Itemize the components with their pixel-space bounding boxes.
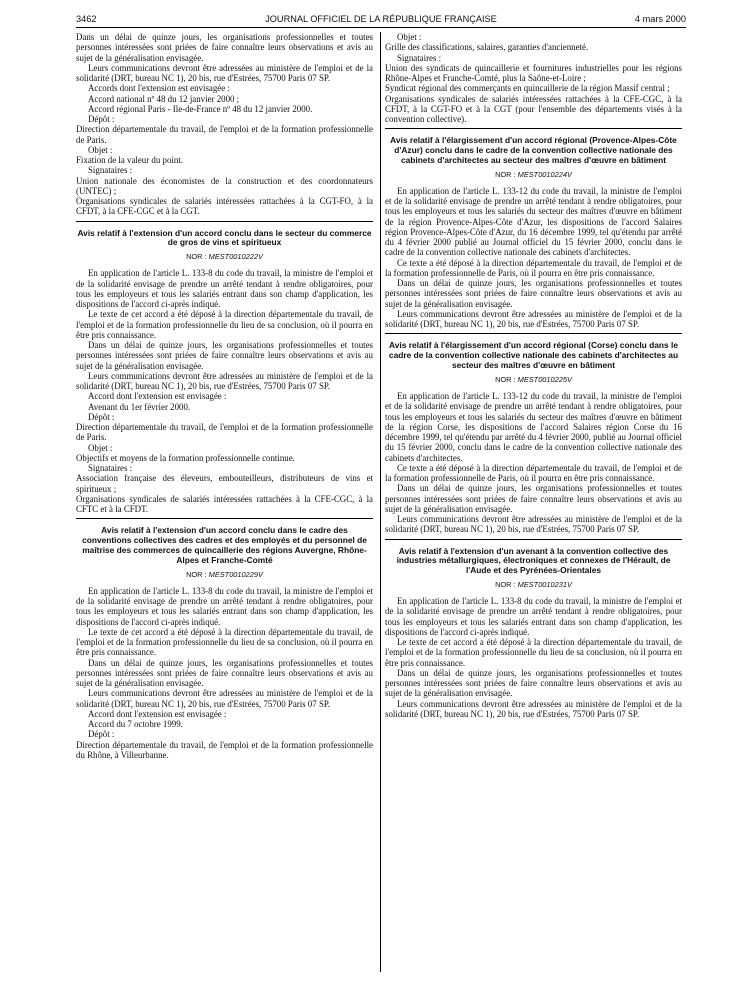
paragraph: Ce texte a été déposé à la direction départementale du travail, de l'emploi et de la formation professionnelle de Paris, où il pourra en être pris connaissance. <box>385 257 682 278</box>
paragraph: Leurs communications devront être adressées au ministère de l'emploi et de la solidarité (DRT, bureau NC 1), 20 bis, rue d'Estrées, 75700 Paris 07 SP. <box>385 308 682 330</box>
paragraph: Le texte de cet accord a été déposé à la direction départementale du travail, de l'emploi et de la formation professionnelle du lieu de sa conclusion, où il pourra en être pris connaissance. <box>385 637 682 668</box>
paragraph: Leurs communications devront être adressées au ministère de l'emploi et de la solidarité (DRT, bureau NC 1), 20 bis, rue d'Estrées, 75700 Paris 07 SP. <box>385 514 682 535</box>
nor-reference <box>76 252 373 262</box>
paragraph: Direction départementale du travail, de l'emploi et de la formation professionnelle de Paris. <box>76 124 373 145</box>
journal-title: JOURNAL OFFICIEL DE LA RÉPUBLIQUE FRANÇAISE <box>265 14 497 24</box>
paragraph: Le texte de cet accord a été déposé à la direction départementale du travail, de l'emploi et de la formation professionnelle du lieu de sa conclusion, où il pourra en être pris connaissance. <box>76 626 373 658</box>
notice-title: Avis relatif à l'extension d'un accord conclu dans le cadre des conventions collectives des cadres et des employés et du personnel de maîtrise des commerces de quincaillerie des régions Auvergne, Rhône-Alpes et Franche-Comté <box>82 525 367 565</box>
paragraph: Le texte de cet accord a été déposé à la direction départementale du travail, de l'emploi et de la formation professionnelle du lieu de sa conclusion, où il pourra en être pris connaissance. <box>76 309 373 340</box>
nor-label: NOR : <box>495 579 516 589</box>
paragraph: Union des syndicats de quincaillerie et fournitures industrielles pour les régions Rhône-Alpes et Franche-Comté, plus la Saône-et-Loire ; <box>385 62 682 83</box>
section-divider <box>385 128 682 129</box>
section-divider <box>385 333 682 334</box>
paragraph: En application de l'article L. 133-8 du code du travail, la ministre de l'emploi et de la solidarité envisage de prendre un arrêté tendant à rendre obligatoires, pour tous les employeurs et tous les salariés entrant dans son champ d'application, les dispositions de l'accord ci-après indiqué. <box>76 585 373 627</box>
nor-label: NOR : <box>186 252 207 262</box>
nor-reference <box>385 375 682 385</box>
nor-code: MEST0010225V <box>517 374 572 384</box>
paragraph: En application de l'article L. 133-8 du code du travail, la ministre de l'emploi et de la solidarité envisage de prendre un arrêté tendant à rendre obligatoires, pour tous les employeurs et tous les salariés entrant dans son champ d'application, les dispositions de l'accord ci-après indiqué. <box>76 268 373 310</box>
paragraph: Accord dont l'extension est envisagée : <box>88 708 227 719</box>
paragraph: Signataires : <box>88 165 133 176</box>
paragraph: Dans un délai de quinze jours, les organisations professionnelles et toutes personnes intéressées sont priées de faire connaître leurs observations et avis au sujet de la généralisation envisagée. <box>76 657 373 689</box>
header-rule <box>76 27 686 28</box>
paragraph: Accords dont l'extension est envisagée : <box>88 83 230 94</box>
paragraph: Dépôt : <box>88 411 115 422</box>
paragraph: Accord dont l'extension est envisagée : <box>88 391 227 402</box>
paragraph: Objectifs et moyens de la formation professionnelle continue. <box>76 452 295 463</box>
nor-label: NOR : <box>186 569 207 579</box>
paragraph: Association française des éleveurs, embouteilleurs, distributeurs de vins et spiritueux ; <box>76 473 373 494</box>
paragraph: Organisations syndicales de salariés intéressées rattachées à la CGT-FO, à la CFDT, à la CFE-CGC et à la CGT. <box>76 196 373 217</box>
paragraph: Objet : <box>88 442 113 453</box>
nor-reference <box>385 170 682 180</box>
paragraph: Dépôt : <box>88 114 115 124</box>
paragraph: Leurs communications devront être adressées au ministère de l'emploi et de la solidarité (DRT, bureau NC 1), 20 bis, rue d'Estrées, 75700 Paris 07 SP. <box>76 688 373 709</box>
notice-title: Avis relatif à l'extension d'un accord conclu dans le secteur du commerce de gros de vins et spiritueux <box>77 227 372 248</box>
paragraph: Leurs communications devront être adressées au ministère de l'emploi et de la solidarité (DRT, bureau NC 1), 20 bis, rue d'Estrées, 75700 Paris 07 SP. <box>385 698 682 719</box>
paragraph: Accord national nº 48 du 12 janvier 2000 ; <box>88 93 240 104</box>
paragraph: Direction départementale du travail, de l'emploi et de la formation professionnelle du Rhône, à Villeurbanne. <box>76 739 373 760</box>
nor-reference <box>385 580 682 590</box>
paragraph: Dans un délai de quinze jours, les organisations professionnelles et toutes personnes intéressées sont priées de faire connaître leurs observations et avis au sujet de la généralisation envisagée. <box>76 340 373 371</box>
paragraph: Syndicat régional des commerçants en quincaillerie de la région Massif central ; <box>385 83 670 94</box>
paragraph: Dans un délai de quinze jours, les organisations professionnelles et toutes personnes intéressées sont priées de faire connaître leurs observations et avis au sujet de la généralisation envisagée. <box>385 278 682 309</box>
notice-title: Avis relatif à l'élargissement d'un accord régional (Corse) conclu dans le cadre de la convention collective nationale des cabinets d'architectes au secteur des maîtres d'œuvre en bâtiment <box>388 340 679 370</box>
notice-title: Avis relatif à l'élargissement d'un accord régional (Provence-Alpes-Côte d'Azur) conclu dans le cadre de la convention collective nationale des cabinets d'architectes au secteur des maîtres d'œuvre en bâtiment <box>390 135 677 165</box>
paragraph: Signataires : <box>397 52 442 63</box>
paragraph: Dans un délai de quinze jours, les organisations professionnelles et toutes personnes intéressées sont priées de faire connaître leurs observations et avis au sujet de la généralisation envisagée. <box>385 667 682 699</box>
paragraph: Accord régional Paris - Ile-de-France nº 48 du 12 janvier 2000. <box>88 103 313 114</box>
section-divider <box>385 539 682 540</box>
paragraph: Union nationale des économistes de la construction et des coordonnateurs (UNTEC) ; <box>76 175 373 196</box>
paragraph: Organisations syndicales de salariés intéressées rattachées à la CFE-CGC, à la CFDT, à la CGT-FO et à la CGT (pour l'ensemble des départements visés à la convention collective). <box>385 93 682 124</box>
paragraph: Objet : <box>397 32 422 42</box>
issue-date: 4 mars 2000 <box>634 14 686 24</box>
nor-code: MEST0010229V <box>208 569 263 579</box>
section-divider <box>76 221 373 222</box>
left-column <box>76 32 373 760</box>
paragraph: Leurs communications devront être adressées au ministère de l'emploi et de la solidarité (DRT, bureau NC 1), 20 bis, rue d'Estrées, 75700 Paris 07 SP. <box>76 370 373 392</box>
nor-code: MEST0010231V <box>517 579 572 589</box>
page-header <box>76 14 686 28</box>
paragraph: Ce texte a été déposé à la direction départementale du travail, de l'emploi et de la formation professionnelle de Paris, où il pourra en être pris connaissance. <box>385 462 682 484</box>
nor-label: NOR : <box>495 169 516 179</box>
page-number: 3462 <box>76 14 97 24</box>
paragraph: Fixation de la valeur du point. <box>76 155 183 165</box>
nor-code: MEST0010224V <box>517 169 572 179</box>
paragraph: Organisations syndicales de salariés intéressées rattachées à la CFE-CGC, à la CFTC et à la CFDT. <box>76 493 373 515</box>
notice-title: Avis relatif à l'extension d'un avenant à la convention collective des industries métallurgiques, électroniques et connexes de l'Hérault, de l'Aude et des Pyrénées-Orientales <box>396 545 671 576</box>
section-divider <box>76 518 373 519</box>
nor-code: MEST0010222V <box>208 252 263 262</box>
right-column <box>385 32 682 719</box>
paragraph: En application de l'article L. 133-12 du code du travail, la ministre de l'emploi et de la solidarité envisage de prendre un arrêté tendant à rendre obligatoires, pour tous les employeurs et tous les salariés du secteur des maîtres d'œuvre en bâtiment de la région Corse, les dispositions de l'accord Salaires région Corse du 16 décembre 1999, tel qu'étendu par arrêté du 4 février 2000, publié au Journal officiel du 15 février 2000, conclu dans le cadre de la convention collective nationale des cabinets d'architectes. <box>385 391 682 463</box>
column-divider <box>380 32 381 972</box>
paragraph: Leurs communications devront être adressées au ministère de l'emploi et de la solidarité (DRT, bureau NC 1), 20 bis, rue d'Estrées, 75700 Paris 07 SP. <box>76 62 373 83</box>
paragraph: Signataires : <box>88 463 133 474</box>
paragraph: En application de l'article L. 133-12 du code du travail, la ministre de l'emploi et de la solidarité envisage de prendre un arrêté tendant à rendre obligatoires, pour tous les employeurs et tous les salariés du secteur des maîtres d'œuvre en bâtiment de la région Provence-Alpes-Côte d'Azur, les dispositions de l'accord Salaires région Provence-Alpes-Côte d'Azur, du 16 décembre 1999, tel qu'étendu par arrêté du 4 février 2000 publié au Journal officiel du 15 février 2000, conclu dans le cadre de la convention collective nationale des cabinets d'architectes. <box>385 185 682 258</box>
nor-label: NOR : <box>495 374 516 384</box>
paragraph: Dépôt : <box>88 729 115 740</box>
paragraph: Dans un délai de quinze jours, les organisations professionnelles et toutes personnes intéressées sont priées de faire connaître leurs observations et avis au sujet de la généralisation envisagée. <box>76 32 373 63</box>
paragraph: Objet : <box>88 144 113 155</box>
paragraph: Direction départementale du travail, de l'emploi et de la formation professionnelle de Paris. <box>76 422 373 443</box>
paragraph: En application de l'article L. 133-8 du code du travail, la ministre de l'emploi et de la solidarité envisage de prendre un arrêté tendant à rendre obligatoires, pour tous les employeurs et tous les salariés entrant dans son champ d'application, les dispositions de l'accord ci-après indiqué. <box>385 596 682 637</box>
paragraph: Avenant du 1er février 2000. <box>88 401 191 412</box>
paragraph: Accord du 7 octobre 1999. <box>88 719 183 730</box>
paragraph: Dans un délai de quinze jours, les organisations professionnelles et toutes personnes intéressées sont priées de faire connaître leurs observations et avis au sujet de la généralisation envisagée. <box>385 483 682 514</box>
paragraph: Grille des classifications, salaires, garanties d'ancienneté. <box>385 42 589 53</box>
nor-reference <box>76 570 373 580</box>
